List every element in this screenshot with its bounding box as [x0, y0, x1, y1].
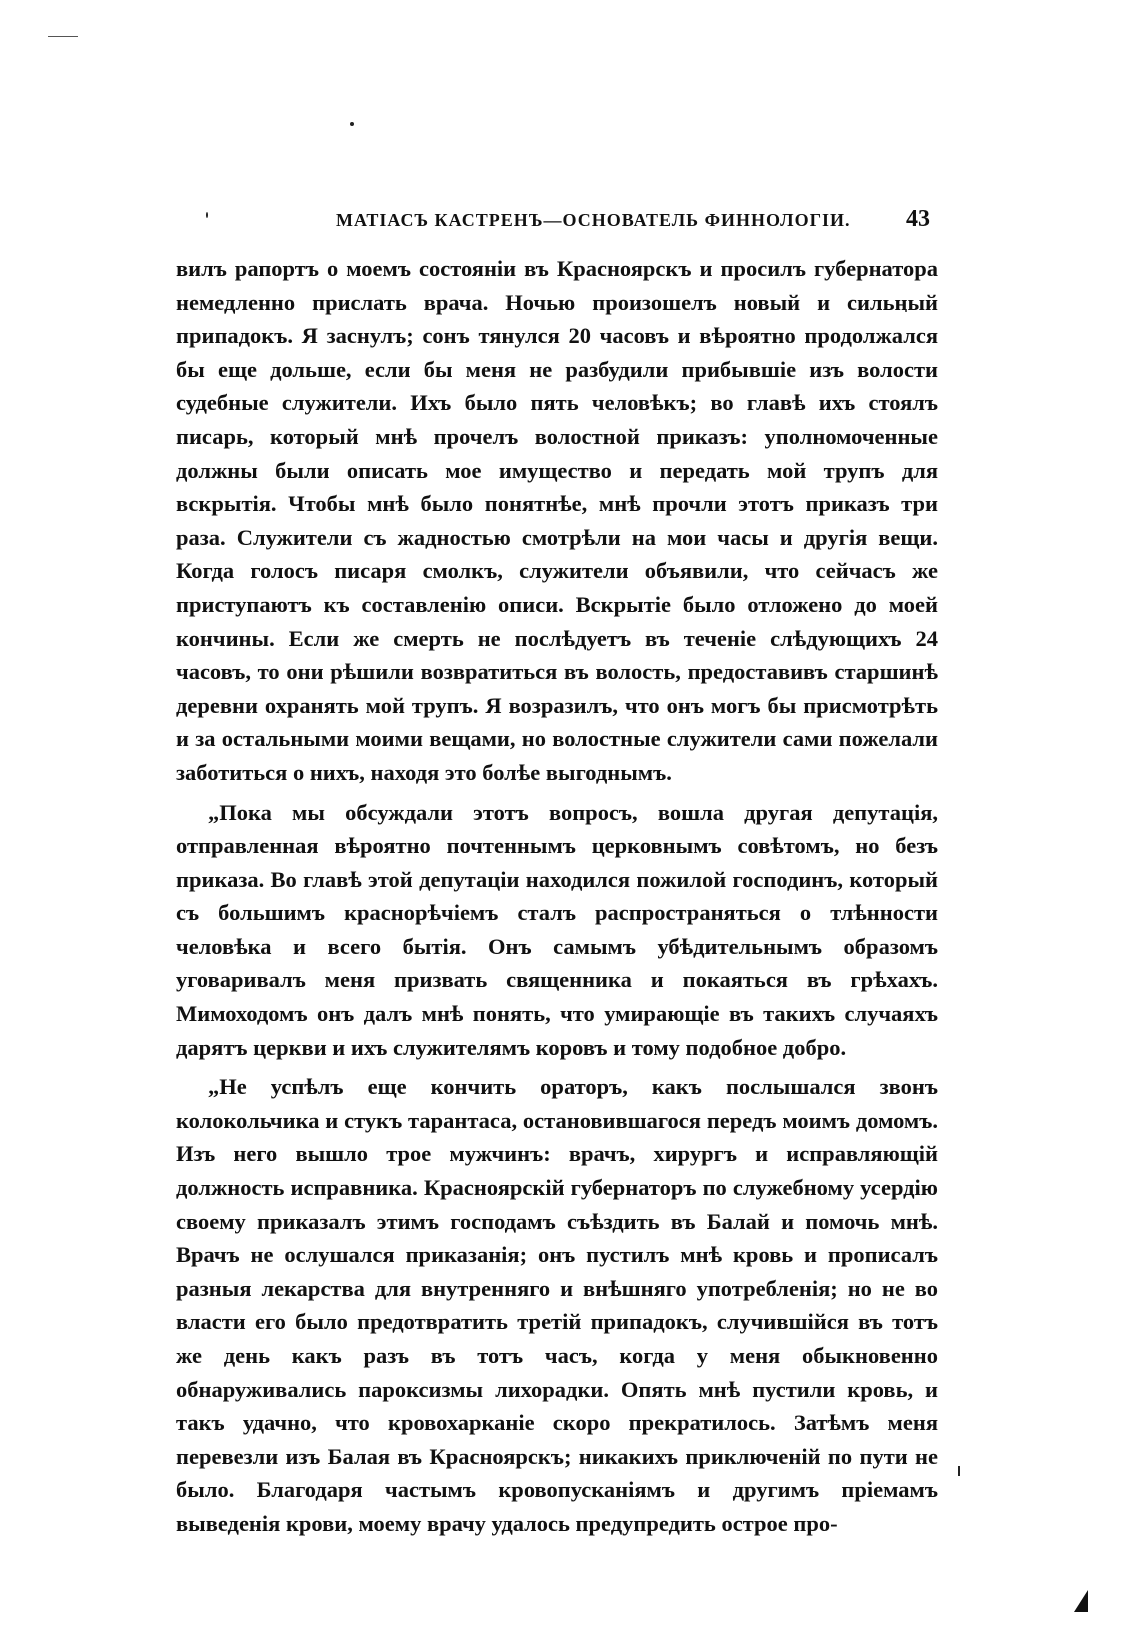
running-title: МАТІАСЪ КАСТРЕНЪ—ОСНОВАТЕЛЬ ФИННОЛОГІИ.: [336, 210, 851, 230]
scan-edge-mark: [48, 36, 78, 37]
page-number: 43: [906, 206, 930, 232]
body-text: [176, 252, 938, 1541]
margin-tick: [958, 1466, 960, 1476]
paragraph-continued: вилъ рапортъ о моемъ состояніи въ Красноярскъ и просилъ губернатора немедленно прислать врача. Ночью произошелъ новый и сильный припадокъ. Я заснулъ; сонъ тянулся 20 часовъ и вѣроятно продолжался бы еще дольше, если бы меня не разбудили прибывшіе изъ волости судебные служители. Ихъ было пять человѣкъ; во главѣ ихъ стоялъ писарь, который мнѣ прочелъ волостной приказъ: уполномоченные должны были описать мое имущество и передать мой трупъ для вскрытія. Чтобы мнѣ было понятнѣе, мнѣ прочли этотъ приказъ три раза. Служители съ жадностью смотрѣли на мои часы и другія вещи. Когда голосъ писаря смолкъ, служители объявили, что сейчасъ же приступаютъ къ составленію описи. Вскрытіе было отложено до моей кончины. Если же смерть не послѣдуетъ въ теченіе слѣдующихъ 24 часовъ, то они рѣшили возвратиться въ волость, предоставивъ старшинѣ деревни охранять мой трупъ. Я возразилъ, что онъ могъ бы присмотрѣть и за остальными моими вещами, но волостные служители сами пожелали заботиться о нихъ, находя это болѣе выгоднымъ.: [176, 256, 938, 785]
paragraph: „Не успѣлъ еще кончить ораторъ, какъ послышался звонъ колокольчика и стукъ тарантаса, остановившагося передъ моимъ домомъ. Изъ него вышло трое мужчинъ: врачъ, хирургъ и исправляющій должность исправника. Красноярскій губернаторъ по служебному усердію своему приказалъ этимъ господамъ съѣздить въ Балай и помочь мнѣ. Врачъ не ослушался приказанія; онъ пустилъ мнѣ кровь и прописалъ разныя лекарства для внутренняго и внѣшняго употребленія; но не во власти его было предотвратить третій припадокъ, случившійся въ тотъ же день какъ разъ въ тотъ часъ, когда у меня обыкновенно обнаруживались пароксизмы лихорадки. Опять мнѣ пустили кровь, и такъ удачно, что кровохарканіе скоро прекратилось. Затѣмъ меня перевезли изъ Балая въ Красноярскъ; никакихъ приключеній по пути не было. Благодаря частымъ кровопусканіямъ и другимъ пріемамъ выведенія крови, моему врачу удалось предупредить острое про-: [176, 1074, 938, 1536]
running-header: [176, 206, 938, 236]
ink-speck: [350, 122, 354, 126]
paragraph: „Пока мы обсуждали этотъ вопросъ, вошла другая депутація, отправленная вѣроятно почтеннымъ церковнымъ совѣтомъ, но безъ приказа. Во главѣ этой депутаціи находился пожилой господинъ, который съ большимъ краснорѣчіемъ сталъ распространяться о тлѣнности человѣка и всего бытія. Онъ самымъ убѣдительнымъ образомъ уговаривалъ меня призвать священника и покаяться въ грѣхахъ. Мимоходомъ онъ далъ мнѣ понять, что умирающіе въ такихъ случаяхъ дарятъ церкви и ихъ служителямъ коровъ и тому подобное добро.: [176, 799, 938, 1060]
scanner-thumb-mark: [1074, 1590, 1088, 1612]
